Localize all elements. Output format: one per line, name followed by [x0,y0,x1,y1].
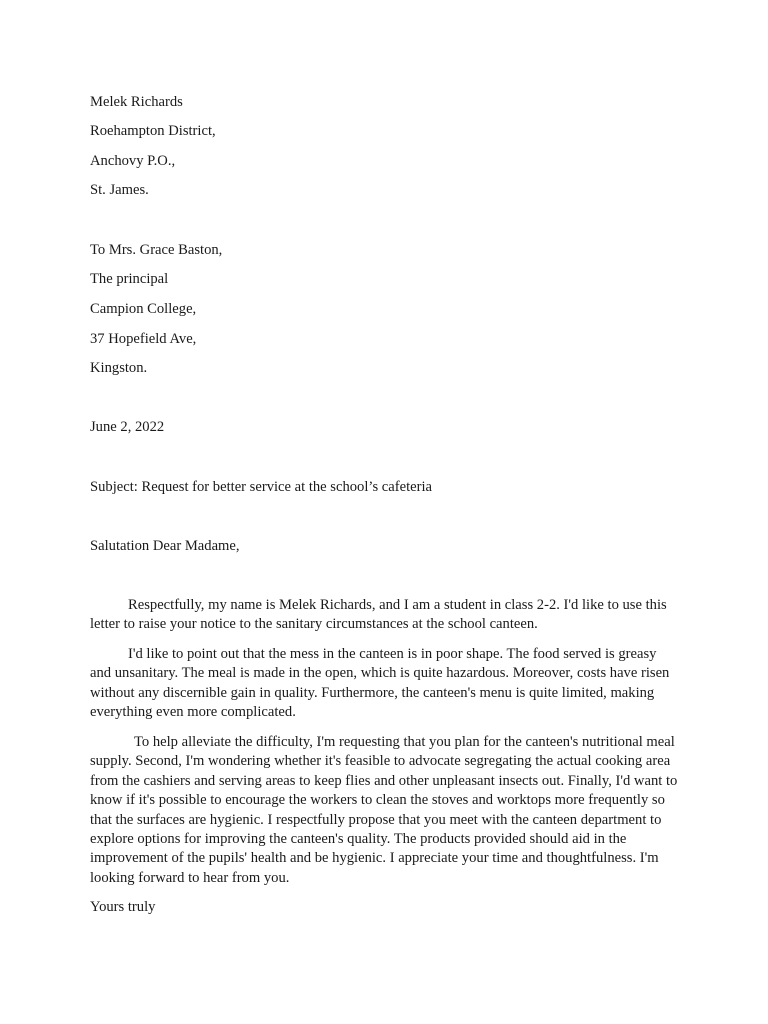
recipient-line-3: Campion College, [90,301,197,317]
body-paragraph-2-text: I'd like to point out that the mess in the canteen is in poor shape. The food served is greasy and unsanitary. The meal is made in the open, which is quite hazardous. Moreover, costs have risen without any discernible gain in quality. Furthermore, the canteen's menu is quite limited, making everything even more complicated. [90,646,670,721]
sender-address-line-1: Roehampton District, [90,123,216,139]
letter-salutation: Salutation Dear Madame, [90,538,240,554]
body-paragraph-1 [90,596,680,635]
body-paragraph-3-text: To help alleviate the difficulty, I'm requesting that you plan for the canteen's nutritional meal supply. Second, I'm wondering whether it's feasible to advocate segregating the actual cooking area from the cashiers and serving areas to keep flies and other unpleasant insects out. Finally, I'd want to know if it's possible to encourage the workers to clean the stoves and worktops more frequently so that the surfaces are hygienic. I respectfully propose that you meet with the canteen department to explore options for improving the canteen's quality. The products provided should aid in the improvement of the pupils' health and be hygienic. I appreciate your time and thoughtfulness. I'm looking forward to hear from you. [90,734,678,886]
recipient-line-1: To Mrs. Grace Baston, [90,242,223,258]
recipient-line-2: The principal [90,271,169,287]
sender-name: Melek Richards [90,94,183,110]
body-paragraph-2 [90,645,680,723]
letter-subject: Subject: Request for better service at the school’s cafeteria [90,479,433,495]
recipient-line-5: Kingston. [90,360,148,376]
letter-closing: Yours truly [90,899,156,915]
sender-address-line-2: Anchovy P.O., [90,153,176,169]
letter-date: June 2, 2022 [90,419,165,435]
sender-address-line-3: St. James. [90,182,149,198]
body-paragraph-1-text: Respectfully, my name is Melek Richards, and I am a student in class 2-2. I'd like to use this letter to raise your notice to the sanitary circumstances at the school canteen. [90,597,667,633]
recipient-line-4: 37 Hopefield Ave, [90,331,197,347]
body-paragraph-3 [90,733,680,888]
